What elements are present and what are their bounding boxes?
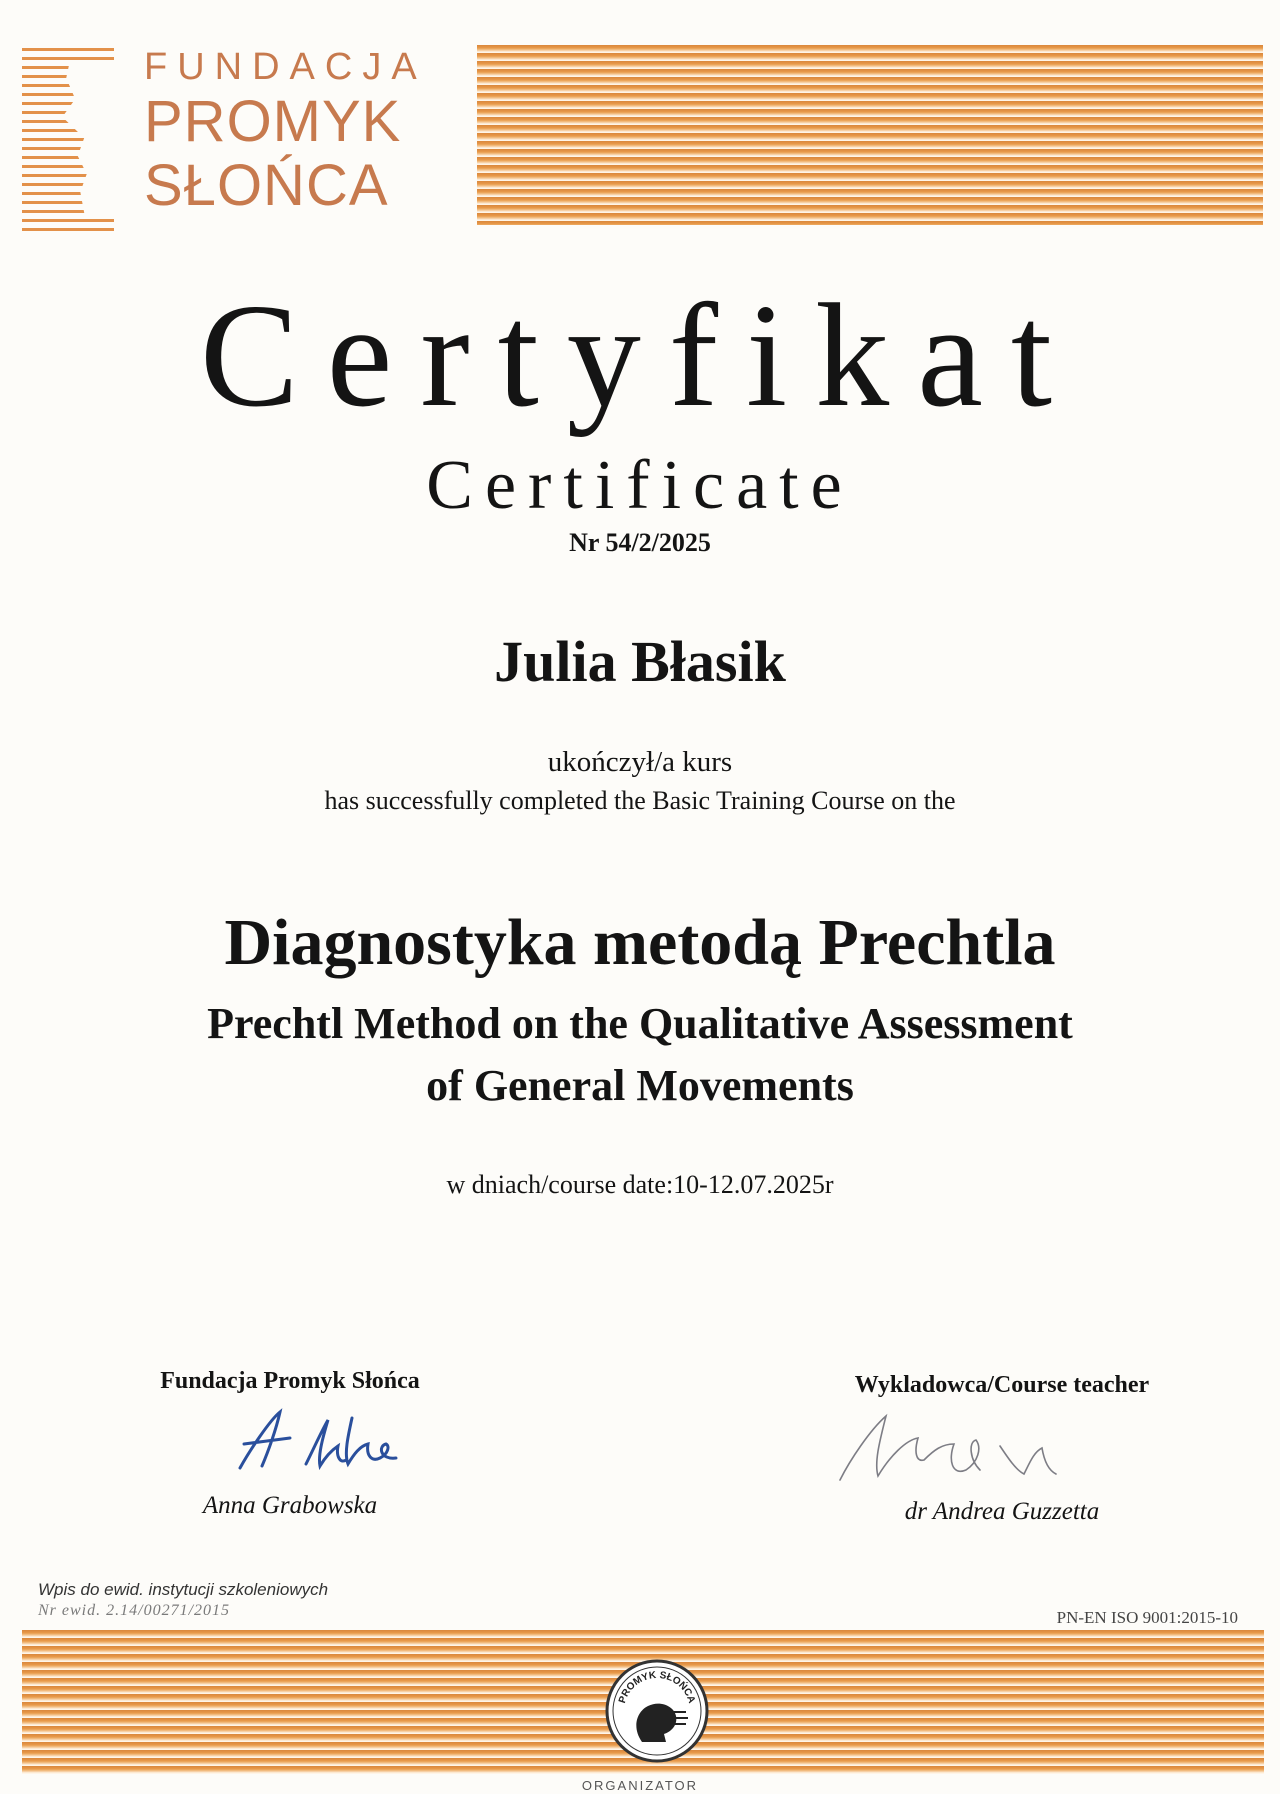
header-decorative-stripes: [477, 45, 1263, 225]
seal-text: PROMYK SŁOŃCA: [617, 1669, 697, 1705]
organizer-label: ORGANIZATOR: [581, 1778, 699, 1793]
teacher-signature-heading: Wykladowca/Course teacher: [854, 1372, 1150, 1398]
completion-text-en: has successfully completed the Basic Training Course on the: [324, 786, 956, 815]
iso-standard: PN-EN ISO 9001:2015-10: [1056, 1608, 1238, 1627]
course-title-en-line-1: Prechtl Method on the Qualitative Assessment: [207, 999, 1073, 1048]
foundation-logo: [144, 44, 444, 218]
completion-text-pl: ukończył/a kurs: [547, 746, 733, 778]
logo-line-3: SŁOŃCA: [144, 153, 389, 218]
registry-number: Nr ewid. 2.14/00271/2015: [38, 1602, 231, 1619]
certificate-subtitle: Certificate: [426, 447, 854, 524]
foundation-signature: [210, 1400, 410, 1480]
teacher-name: dr Andrea Guzzetta: [904, 1498, 1100, 1525]
course-title-en-line-2: of General Movements: [426, 1061, 854, 1110]
foundation-seal-icon: [602, 1656, 712, 1766]
certificate-title: Certyfikat: [199, 274, 1081, 438]
course-date: w dniach/course date:10-12.07.2025r: [446, 1170, 834, 1199]
recipient-name: Julia Błasik: [494, 629, 786, 694]
registry-label: Wpis do ewid. instytucji szkoleniowych: [38, 1580, 329, 1599]
logo-line-2: PROMYK: [144, 89, 402, 154]
teacher-signature: [830, 1400, 1090, 1490]
logo-line-1: FUNDACJA: [144, 46, 427, 88]
foundation-signatory-name: Anna Grabowska: [202, 1492, 378, 1519]
certificate-number: Nr 54/2/2025: [569, 528, 711, 557]
foundation-signature-heading: Fundacja Promyk Słońca: [160, 1368, 420, 1394]
course-title-pl: Diagnostyka metodą Prechtla: [224, 906, 1056, 979]
